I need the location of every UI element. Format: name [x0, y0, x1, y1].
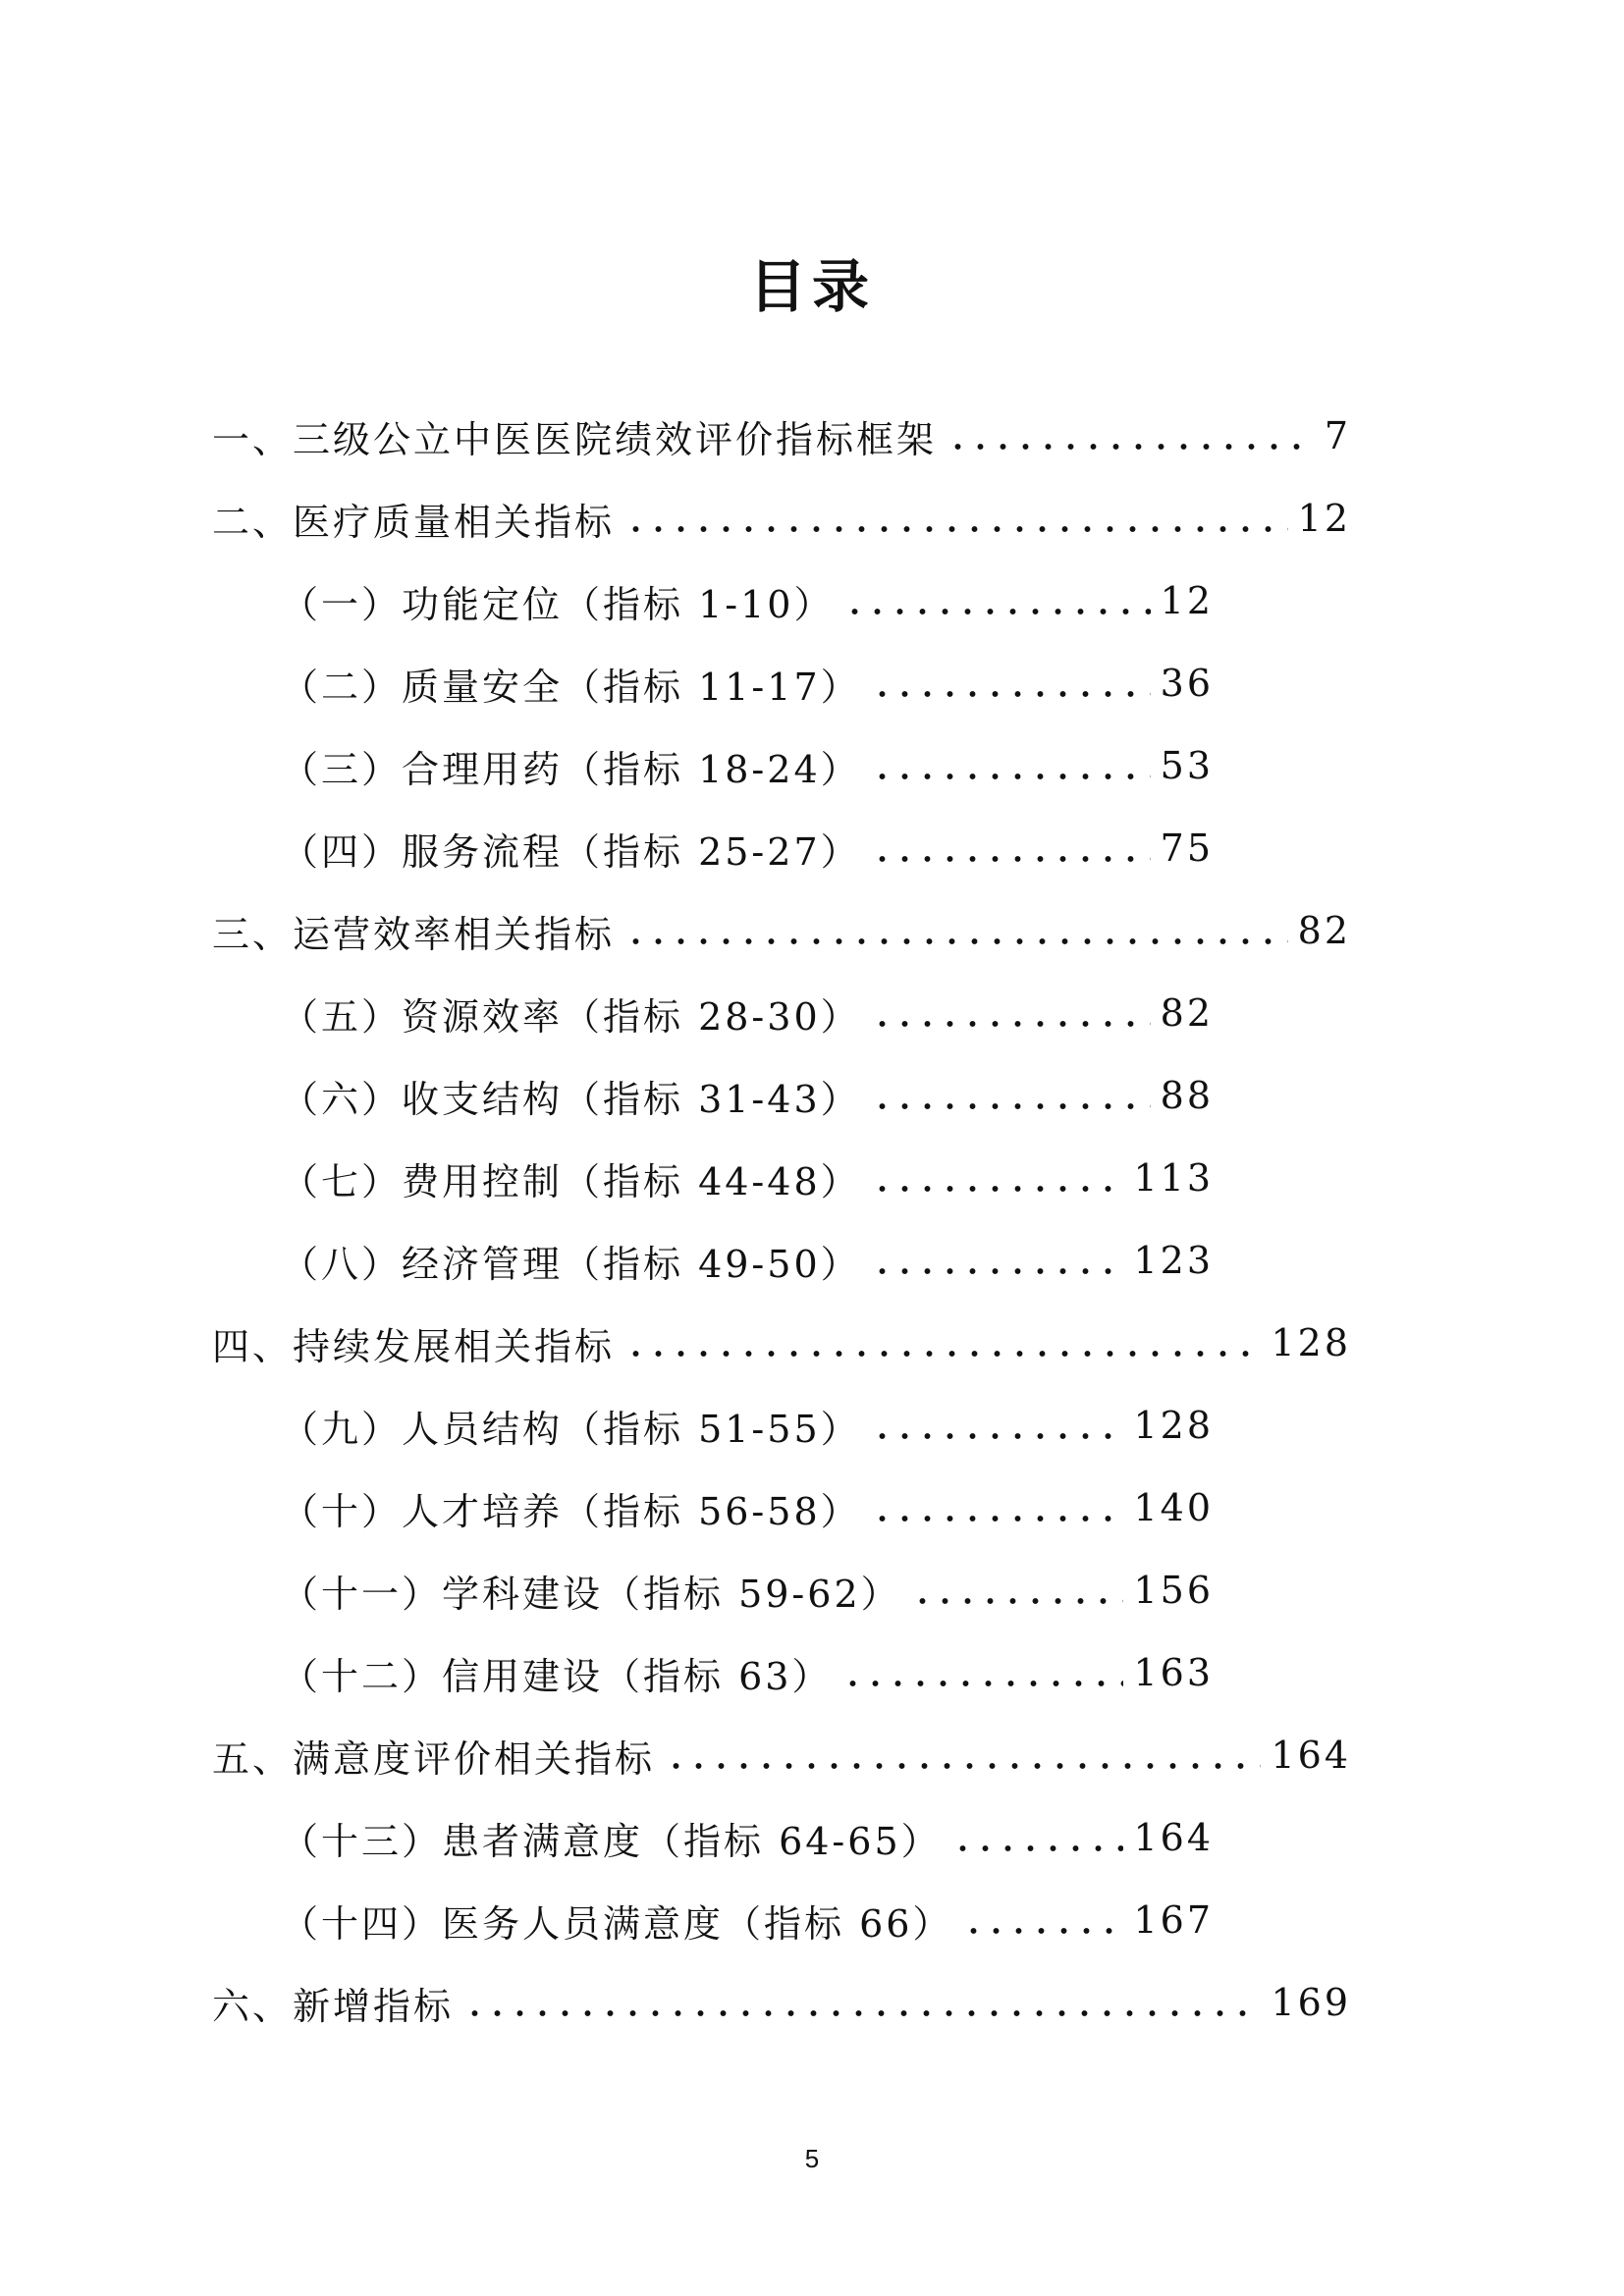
toc-entry[interactable]: [0, 1714, 1351, 1796]
toc-entry[interactable]: [0, 1302, 1351, 1384]
toc-entry-page: 128: [1133, 1404, 1214, 1447]
toc-dot-leader: [947, 437, 1312, 456]
toc-entry-page: 53: [1160, 744, 1214, 787]
toc-entry-label: （六）收支结构（指标 31-43）: [281, 1077, 861, 1121]
toc-entry-page: 169: [1271, 1981, 1351, 2024]
toc-entry-page: 164: [1133, 1816, 1214, 1859]
toc-entry[interactable]: [0, 972, 1282, 1054]
toc-entry-page: 12: [1160, 579, 1214, 622]
toc-entry[interactable]: [0, 477, 1351, 560]
toc-entry[interactable]: [0, 560, 1282, 642]
toc-entry-page: 82: [1160, 991, 1214, 1035]
toc-entry-page: 140: [1133, 1486, 1214, 1529]
toc-entry-label: （十二）信用建设（指标 63）: [281, 1654, 833, 1698]
toc-dot-leader: [463, 2003, 1261, 2023]
toc-entry-page: 82: [1297, 909, 1351, 952]
toc-dot-leader: [871, 1096, 1151, 1116]
table-of-contents: [0, 395, 1624, 2044]
toc-entry[interactable]: [0, 1054, 1282, 1137]
toc-entry[interactable]: [0, 724, 1282, 807]
toc-entry[interactable]: [0, 1879, 1282, 1961]
toc-dot-leader: [841, 1674, 1123, 1693]
toc-dot-leader: [871, 849, 1151, 869]
toc-entry-page: 164: [1271, 1734, 1351, 1777]
toc-entry[interactable]: [0, 1796, 1282, 1879]
toc-dot-leader: [843, 602, 1150, 621]
toc-dot-leader: [911, 1591, 1124, 1611]
toc-entry-label: （三）合理用药（指标 18-24）: [281, 747, 861, 791]
toc-entry-page: 163: [1133, 1651, 1214, 1694]
toc-entry[interactable]: [0, 889, 1351, 972]
toc-entry-page: 12: [1297, 497, 1351, 540]
toc-dot-leader: [951, 1839, 1124, 1858]
toc-entry[interactable]: [0, 1137, 1282, 1219]
toc-entry-label: 一、三级公立中医医院绩效评价指标框架: [212, 417, 938, 461]
toc-dot-leader: [871, 1426, 1124, 1446]
toc-entry-page: 123: [1133, 1239, 1214, 1282]
toc-entry[interactable]: [0, 1384, 1282, 1467]
toc-dot-leader: [624, 932, 1288, 951]
toc-entry-label: （一）功能定位（指标 1-10）: [281, 582, 835, 626]
toc-entry-label: 六、新增指标: [212, 1984, 455, 2028]
toc-entry-page: 7: [1324, 414, 1351, 457]
toc-entry-label: （二）质量安全（指标 11-17）: [281, 665, 861, 709]
toc-entry-page: 113: [1133, 1156, 1214, 1200]
toc-entry-label: （五）资源效率（指标 28-30）: [281, 994, 861, 1039]
toc-dot-leader: [624, 519, 1288, 539]
toc-entry-page: 75: [1160, 827, 1214, 870]
toc-entry-label: （四）服务流程（指标 25-27）: [281, 829, 861, 874]
toc-entry[interactable]: [0, 1549, 1282, 1631]
toc-dot-leader: [962, 1921, 1123, 1941]
toc-entry-label: （十）人才培养（指标 56-58）: [281, 1489, 861, 1533]
toc-dot-leader: [871, 1509, 1124, 1528]
toc-entry-page: 156: [1133, 1569, 1214, 1612]
toc-dot-leader: [871, 684, 1151, 704]
toc-dot-leader: [871, 767, 1151, 786]
toc-dot-leader: [624, 1344, 1261, 1363]
toc-entry-label: （八）经济管理（指标 49-50）: [281, 1242, 861, 1286]
toc-entry[interactable]: [0, 1219, 1282, 1302]
toc-entry-label: （十四）医务人员满意度（指标 66）: [281, 1901, 953, 1946]
toc-entry-page: 128: [1271, 1321, 1351, 1364]
page-title: 目录: [748, 253, 875, 320]
toc-entry[interactable]: [0, 1631, 1282, 1714]
toc-entry[interactable]: [0, 395, 1351, 477]
toc-dot-leader: [871, 1261, 1124, 1281]
toc-entry-label: （七）费用控制（指标 44-48）: [281, 1159, 861, 1203]
page-number: 5: [804, 2144, 820, 2173]
toc-entry-page: 167: [1133, 1898, 1214, 1942]
toc-entry-label: 四、持续发展相关指标: [212, 1324, 616, 1368]
toc-dot-leader: [871, 1014, 1151, 1034]
toc-entry-label: （十一）学科建设（指标 59-62）: [281, 1572, 901, 1616]
toc-entry-page: 36: [1160, 662, 1214, 705]
toc-dot-leader: [871, 1179, 1124, 1199]
toc-entry-page: 88: [1160, 1074, 1214, 1117]
toc-entry[interactable]: [0, 807, 1282, 889]
toc-dot-leader: [665, 1756, 1261, 1776]
toc-entry[interactable]: [0, 642, 1282, 724]
toc-entry-label: 三、运营效率相关指标: [212, 912, 616, 956]
toc-entry-label: （十三）患者满意度（指标 64-65）: [281, 1819, 942, 1863]
toc-entry-label: 二、医疗质量相关指标: [212, 500, 616, 544]
toc-entry-label: 五、满意度评价相关指标: [212, 1736, 656, 1781]
toc-entry-label: （九）人员结构（指标 51-55）: [281, 1407, 861, 1451]
toc-entry[interactable]: [0, 1467, 1282, 1549]
toc-entry[interactable]: [0, 1961, 1351, 2044]
